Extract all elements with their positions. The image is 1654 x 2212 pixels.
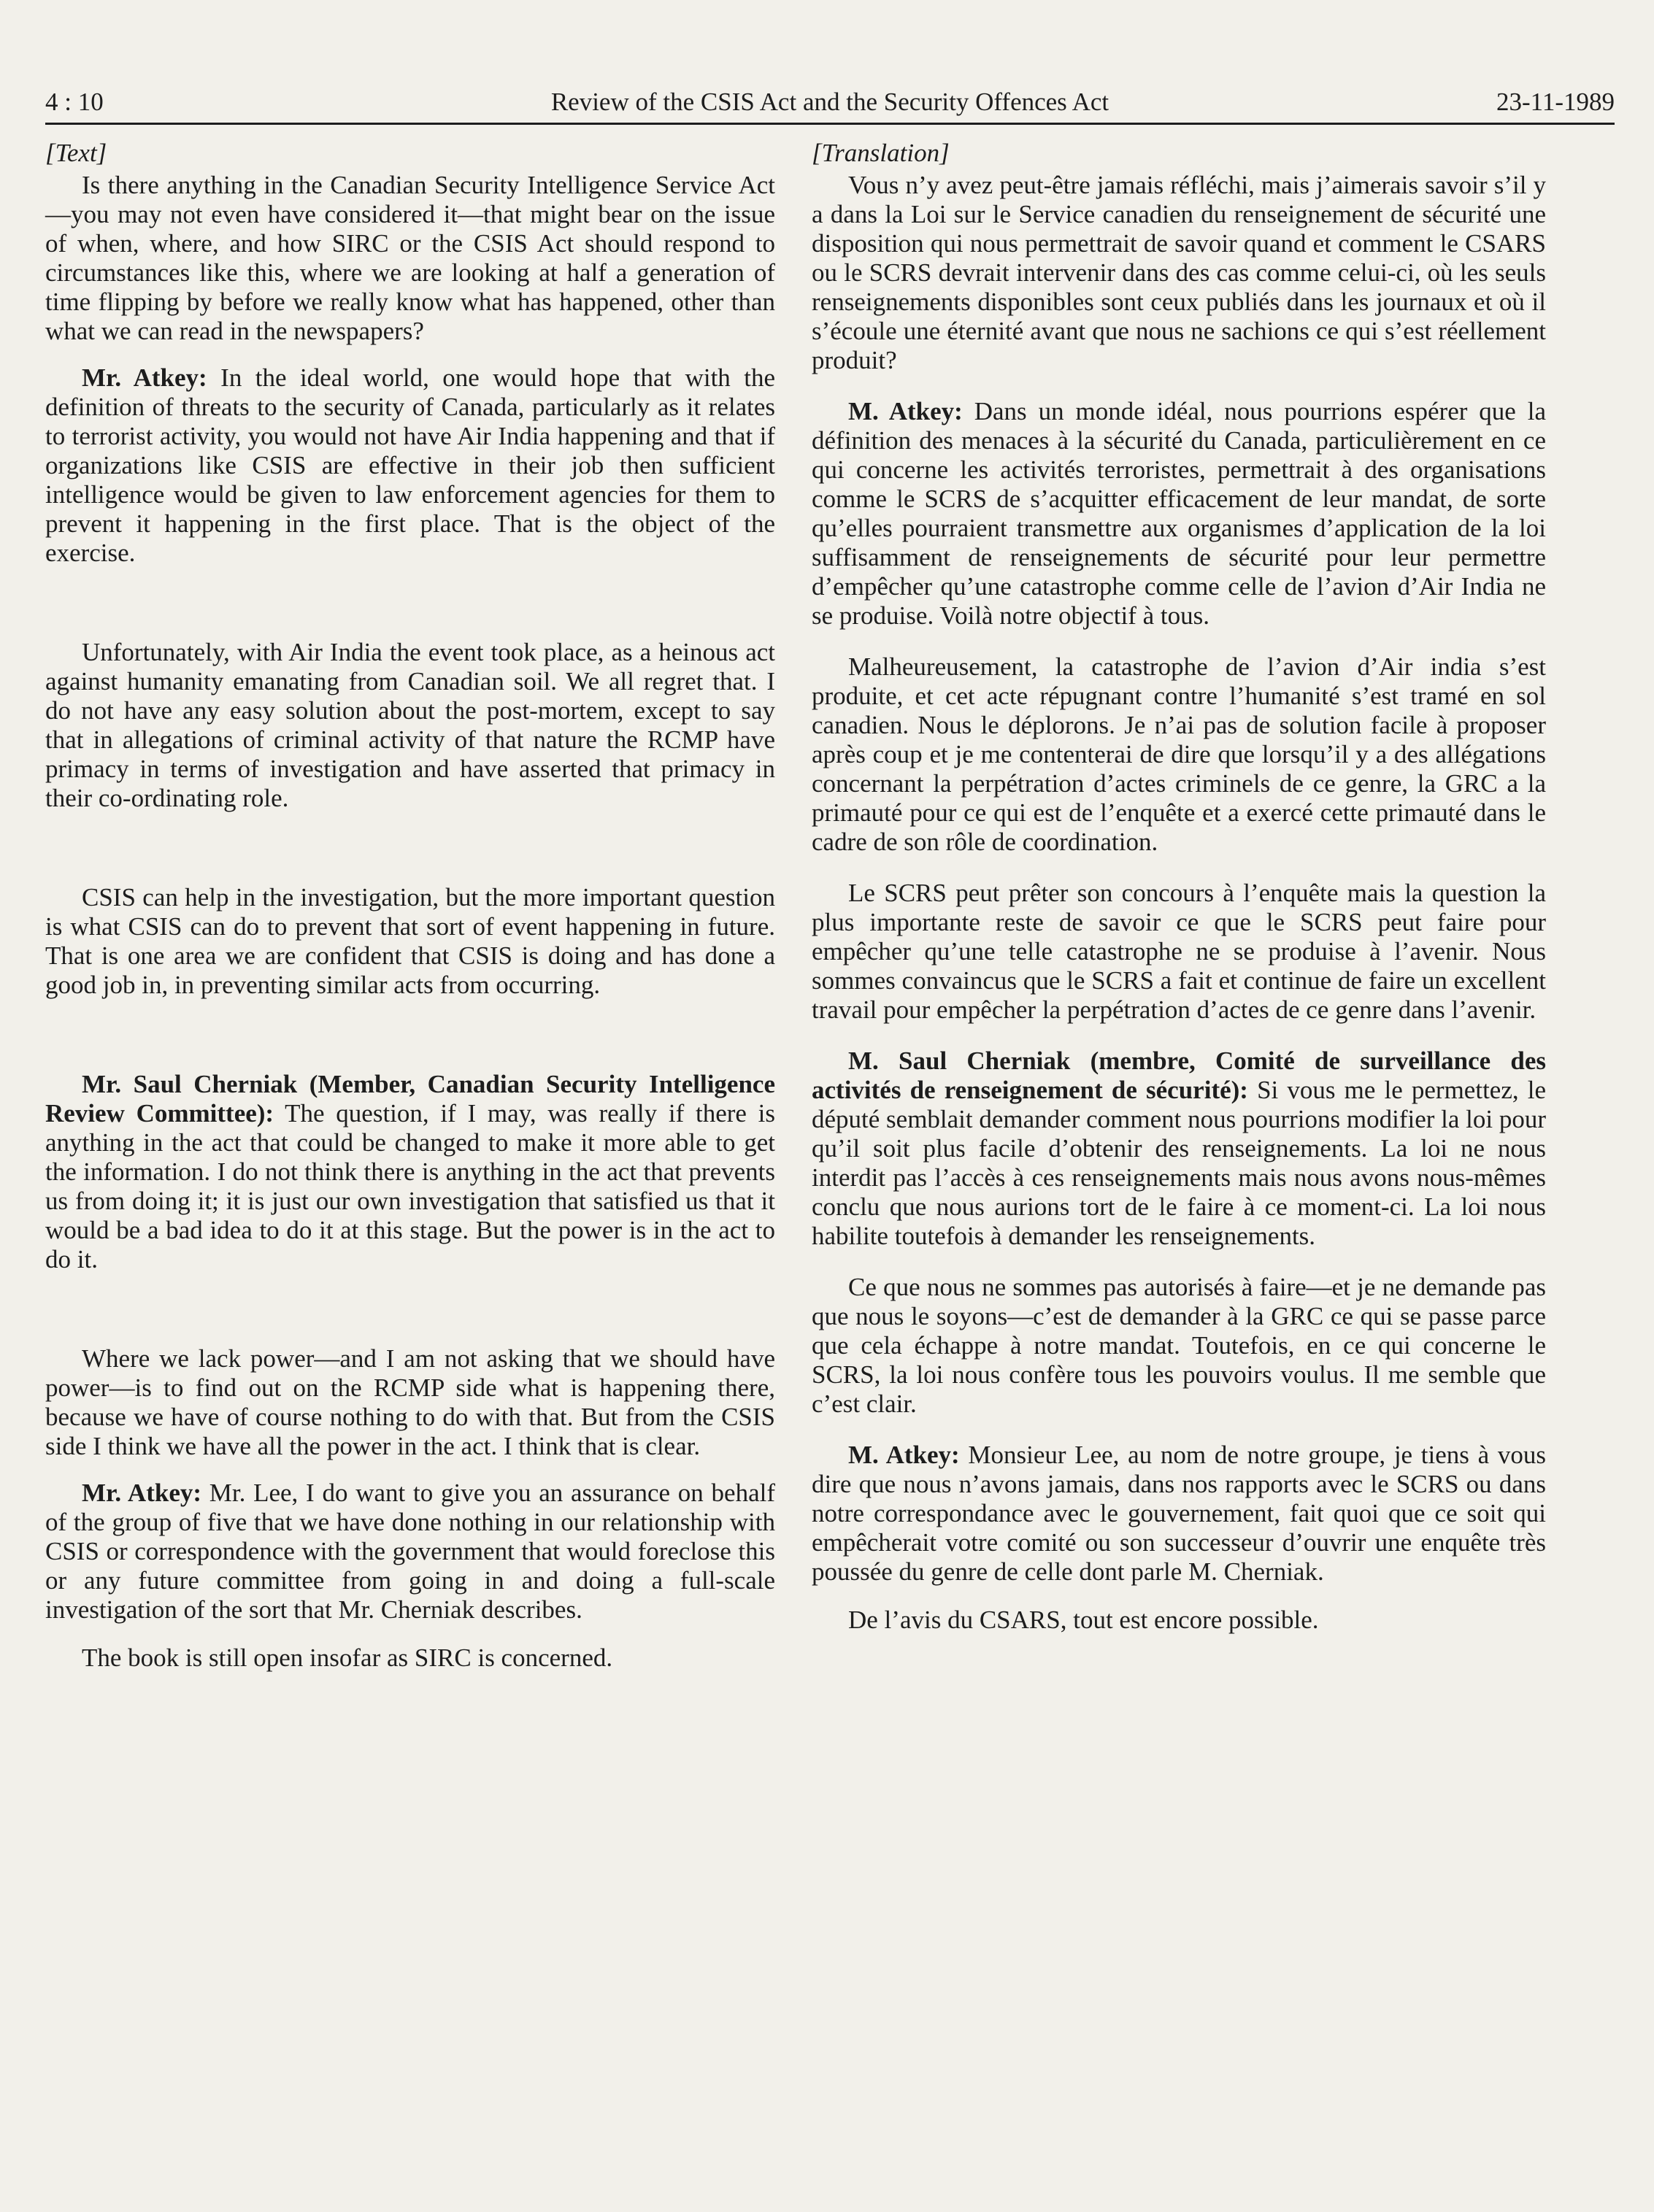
paragraph: M. Atkey: Dans un monde idéal, nous pourrions espérer que la définition des menaces à la sécurité du Canada, particulièrement en ce qui concerne les activités terroristes, permettrait à des organisations comme le SCRS de s’acquitter efficacement de leur mandat, de sorte qu’elles pourraient transmettre aux organismes d’application de la loi suffisamment de renseignements de sécurité pour leur permettre d’empêcher qu’une catastrophe comme celle de l’avion d’Air India ne se produise. Voilà notre objectif à tous.	[812, 397, 1546, 630]
paragraph: Mr. Saul Cherniak (Member, Canadian Security Intelligence Review Committee): The question, if I may, was really if there is anything in the act that could be changed to make it more able to get the information. I do not think there is anything in the act that prevents us from doing it; it is just our own investigation that satisfied us that it would be a bad idea to do it at this stage. But the power is in the act to do it.	[45, 1070, 775, 1273]
paragraph: M. Saul Cherniak (membre, Comité de surveillance des activités de renseignement de sécurité): Si vous me le permettez, le député semblait demander comment nous pourrions modifier la loi pour qu’il soit plus facile d’obtenir des renseignements. La loi ne nous interdit pas l’accès à ces renseignements mais nous avons nous-mêmes conclu que nous aurions tort de le faire à ce moment-ci. La loi nous habilite toutefois à demander les renseignements.	[812, 1047, 1547, 1250]
page-number: 4 : 10	[45, 88, 104, 116]
translation-label: [Translation]	[812, 139, 950, 167]
paragraph: Ce que nous ne sommes pas autorisés à faire—et je ne demande pas que nous le soyons—c’est de demander à la GRC ce qui se passe parce que cela échappe à notre mandat. Toutefois, en ce qui concerne le SCRS, la loi nous confère tous les pouvoirs voulus. Il me semble que c’est clair.	[812, 1273, 1546, 1418]
speaker-name: M. Saul Cherniak (membre, Comité de surveillance des activités de renseignement de sécurité):	[812, 1047, 1546, 1104]
french-column	[812, 139, 1546, 1635]
paragraph: Mr. Atkey: Mr. Lee, I do want to give you an assurance on behalf of the group of five that we have done nothing in our relationship with CSIS or correspondence with the government that would foreclose this or any future committee from going in and doing a full-scale investigation of the sort that Mr. Cherniak describes.	[45, 1479, 775, 1624]
paragraph: Mr. Atkey: In the ideal world, one would hope that with the definition of threats to the security of Canada, particularly as it relates to terrorist activity, you would not have Air India happening and that if organizations like CSIS are effective in their job then sufficient intelligence would be given to law enforcement agencies for them to prevent it happening in the first place. That is the object of the exercise.	[45, 363, 776, 567]
paragraph: De l’avis du CSARS, tout est encore possible.	[848, 1606, 1319, 1634]
paragraph: Le SCRS peut prêter son concours à l’enquête mais la question la plus importante reste de savoir ce que le SCRS peut faire pour empêcher qu’une telle catastrophe ne se produise à l’avenir. Nous sommes convaincus que le SCRS a fait et continue de faire un excellent travail pour empêcher la perpétration d’actes de ce genre dans l’avenir.	[812, 879, 1546, 1024]
running-title: Review of the CSIS Act and the Security Offences Act	[550, 88, 1109, 116]
paragraph: CSIS can help in the investigation, but the more important question is what CSIS can do to prevent that sort of event happening in future. That is one area we are confident that CSIS is doing and has done a good job in, in preventing similar acts from occurring.	[45, 883, 775, 999]
paragraph: M. Atkey: Monsieur Lee, au nom de notre groupe, je tiens à vous dire que nous n’avons jamais, dans nos rapports avec le SCRS ou dans notre correspondance avec le gouvernement, fait quoi que ce soit qui empêcherait votre comité ou son successeur d’ouvrir une enquête très poussée du genre de celle dont parle M. Cherniak.	[812, 1441, 1546, 1586]
speaker-name: Mr. Atkey:	[82, 1479, 202, 1507]
paragraph: Is there anything in the Canadian Security Intelligence Service Act—you may not even have considered it—that might bear on the issue of when, where, and how SIRC or the CSIS Act should respond to circumstances like this, where we are looking at half a generation of time flipping by before we really know what has happened, other than what we can read in the newspapers?	[45, 171, 775, 345]
english-column	[45, 139, 775, 1673]
page-header	[45, 82, 1615, 125]
speaker-name: M. Atkey:	[848, 1441, 960, 1469]
speaker-name: Mr. Saul Cherniak (Member, Canadian Security Intelligence Review Committee):	[45, 1070, 775, 1128]
paragraph: Malheureusement, la catastrophe de l’avion d’Air india s’est produite, et cet acte répugnant contre l’humanité s’est tramé en sol canadien. Nous le déplorons. Je n’ai pas de solution facile à proposer après coup et je me contenterai de dire que lorsqu’il y a des allégations concernant la perpétration d’actes criminels de ce genre, la GRC a la primauté pour ce qui est de l’enquête et a exercé cette primauté dans le cadre de son rôle de coordination.	[812, 652, 1546, 856]
page-date: 23-11-1989	[1496, 88, 1615, 116]
paragraph: Vous n’y avez peut-être jamais réfléchi, mais j’aimerais savoir s’il y a dans la Loi sur le Service canadien du renseignement de sécurité une disposition qui nous permettrait de savoir quand et comment le CSARS ou le SCRS devrait intervenir dans des cas comme celui-ci, où les seuls renseignements disponibles sont ceux publiés dans les journaux et où il s’écoule une éternité avant que nous ne sachions ce qui s’est réellement produit?	[812, 171, 1546, 374]
text-label: [Text]	[45, 139, 107, 167]
speaker-name: Mr. Atkey:	[82, 363, 207, 392]
paragraph: The book is still open insofar as SIRC is concerned.	[82, 1643, 613, 1672]
paragraph: Where we lack power—and I am not asking that we should have power—is to find out on the RCMP side what is happening there, because we have of course nothing to do with that. But from the CSIS side I think we have all the power in the act. I think that is clear.	[45, 1344, 775, 1460]
speaker-name: M. Atkey:	[848, 397, 963, 425]
paragraph: Unfortunately, with Air India the event took place, as a heinous act against humanity emanating from Canadian soil. We all regret that. I do not have any easy solution about the post-mortem, except to say that in allegations of criminal activity of that nature the RCMP have primacy in terms of investigation and have asserted that primacy in their co-ordinating role.	[45, 638, 775, 812]
